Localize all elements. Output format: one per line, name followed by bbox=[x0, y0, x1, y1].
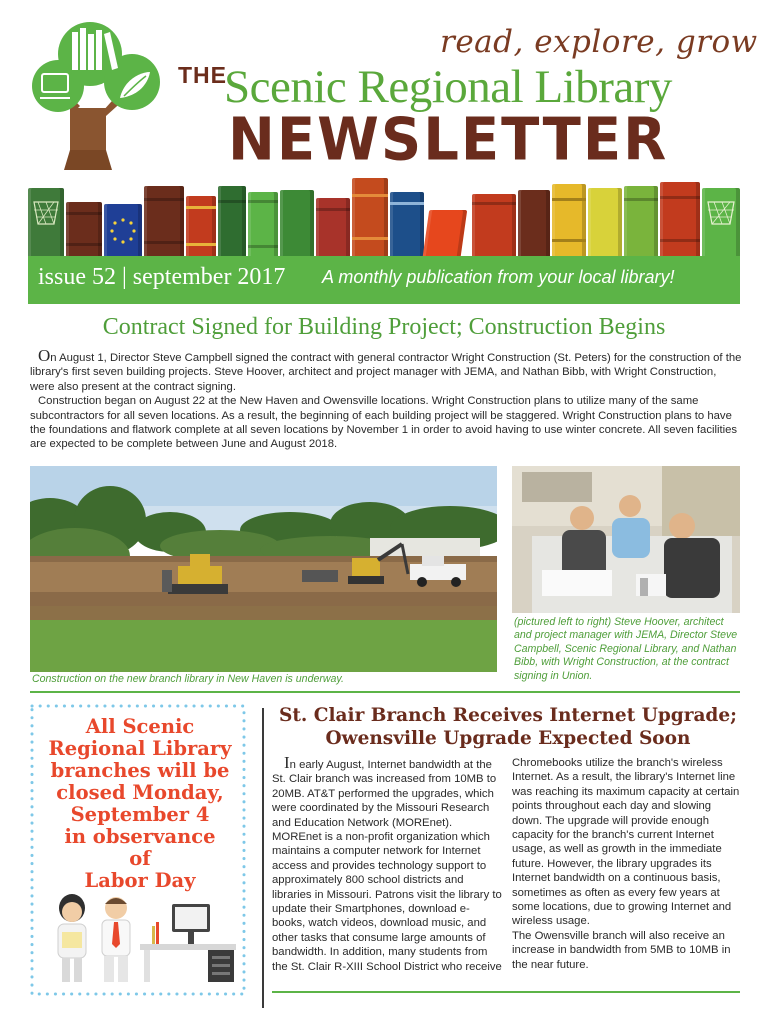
holiday-line: Labor Day bbox=[84, 869, 196, 892]
book-spine bbox=[104, 204, 142, 256]
man-worker-icon bbox=[102, 897, 130, 982]
book-spine bbox=[588, 188, 622, 256]
article-body bbox=[30, 346, 742, 452]
book-spine bbox=[423, 210, 467, 256]
contract-signing-photo bbox=[512, 466, 740, 613]
title-prefix: THE bbox=[178, 62, 227, 88]
photo-caption: (pictured left to right) Steve Hoover, architect and project manager with JEMA, Director Steve Campbell, Scenic Regional Library, and Nathan Bibb, with Wright Construction, at the contract signing in Union. bbox=[514, 616, 738, 682]
book-spine bbox=[472, 194, 516, 256]
article-title: Contract Signed for Building Project; Construction Begins bbox=[102, 314, 666, 340]
book-spine bbox=[186, 196, 216, 256]
book-spine bbox=[390, 192, 424, 256]
computer-monitor-icon bbox=[172, 904, 210, 944]
photo-caption: Construction on the new branch library in New Haven is underway. bbox=[32, 673, 344, 685]
holiday-notice bbox=[38, 716, 242, 892]
article-paragraph bbox=[30, 346, 742, 394]
drop-cap: O bbox=[38, 346, 51, 365]
book-spine bbox=[144, 186, 184, 256]
holiday-line: closed Monday, bbox=[56, 781, 224, 804]
office-workers-illustration bbox=[44, 892, 240, 986]
issue-number: issue 52 | september 2017 bbox=[38, 264, 286, 290]
article-paragraph: Chromebooks utilize the branch's wireless Internet. As a result, the library's Internet line was reaching its maximum capacity at certain points throughout each day and slowing down. The upgrade will provide enough capacity for the branch's current Internet usage, as well as growth in the immediate future. However, the library upgrades its Internet bandwidth on a continuous basis, sometimes as often as every few years at some locations, due to growing Internet and wireless usage. bbox=[512, 757, 740, 928]
book-spine bbox=[28, 188, 64, 256]
tree-trunk-base bbox=[64, 150, 112, 170]
net-pattern-icon bbox=[702, 198, 740, 232]
book-spine bbox=[624, 186, 658, 256]
woman-worker-icon bbox=[58, 894, 86, 982]
holiday-line: September 4 bbox=[70, 803, 210, 826]
stars-pattern-icon bbox=[104, 216, 142, 246]
newsletter-masthead: NEWSLETTER bbox=[228, 106, 669, 175]
bookshelf-illustration bbox=[28, 178, 744, 256]
book-spine bbox=[518, 190, 550, 256]
article-paragraph: The Owensville branch will also receive an increase in bandwidth from 5MB to 10MB in the near future. bbox=[512, 929, 731, 971]
article-title bbox=[270, 704, 746, 750]
holiday-line: All Scenic bbox=[85, 715, 195, 738]
book-spine bbox=[280, 190, 314, 256]
library-logo-tree bbox=[28, 20, 178, 172]
book-spine bbox=[316, 198, 350, 256]
book-spine bbox=[660, 182, 700, 256]
column-rule bbox=[262, 708, 264, 1008]
library-name: Scenic Regional Library bbox=[224, 61, 672, 113]
book-spine bbox=[352, 178, 388, 256]
article-column-1 bbox=[272, 753, 502, 974]
drop-cap: I bbox=[284, 753, 290, 772]
article-paragraph bbox=[272, 753, 502, 974]
construction-photo bbox=[30, 466, 497, 672]
holiday-line: Regional Library bbox=[48, 737, 232, 760]
book-spine bbox=[552, 184, 586, 256]
title-line: St. Clair Branch Receives Internet Upgrade; bbox=[279, 705, 737, 726]
article-column-2 bbox=[512, 756, 744, 972]
holiday-line: of bbox=[129, 847, 151, 870]
section-divider bbox=[272, 991, 740, 993]
tagline: read, explore, grow bbox=[440, 24, 758, 60]
banner-subtitle: A monthly publication from your local library! bbox=[322, 267, 675, 287]
title-line: Owensville Upgrade Expected Soon bbox=[325, 728, 691, 749]
book-spine bbox=[248, 192, 278, 256]
book-spine bbox=[66, 202, 102, 256]
holiday-line: branches will be bbox=[50, 759, 230, 782]
paragraph-text: n August 1, Director Steve Campbell signed the contract with general contractor Wright Construction (St. Peters) for the construction of the library's first seven building projects. Steve Hoover, architect and project manager with JEMA, and Nathan Bibb, with Wright Construction, were also present at the contract signing. bbox=[30, 352, 742, 393]
paragraph-text: n early August, Internet bandwidth at the St. Clair branch was increased from 10MB to 20MB. AT&T performed the upgrades, which were coordinated by the Missouri Research and Education Network (MOREnet). MOREnet is a non-profit organization which maintains a computer network for Internet access and provides technology support to approximately 800 school districts and libraries in Missouri. Patrons visit the library to update their Smartphones, download e-books, watch videos, download music, and other tasks that consume large amounts of bandwidth. In addition, many students from the St. Clair R-XIII School District who receive bbox=[272, 759, 502, 973]
book-spine bbox=[218, 186, 246, 256]
holiday-line: in observance bbox=[64, 825, 216, 848]
article-paragraph: Construction began on August 22 at the New Haven and Owensville locations. Wright Construction plans to utilize many of the same subcontractors for all seven locations. As a result, the beginning of each building project will be staggered. Wright Construction plans to have the foundations and flatwork complete at all seven locations by November 1 in order to avoid having to use winter concrete. All seven facilities are expected to be complete between June and August 2018. bbox=[30, 395, 738, 451]
desk-icon bbox=[140, 944, 236, 982]
book-spine bbox=[702, 188, 740, 256]
pencil-cup-icon bbox=[152, 926, 155, 944]
section-divider bbox=[30, 691, 740, 693]
net-pattern-icon bbox=[28, 198, 64, 238]
